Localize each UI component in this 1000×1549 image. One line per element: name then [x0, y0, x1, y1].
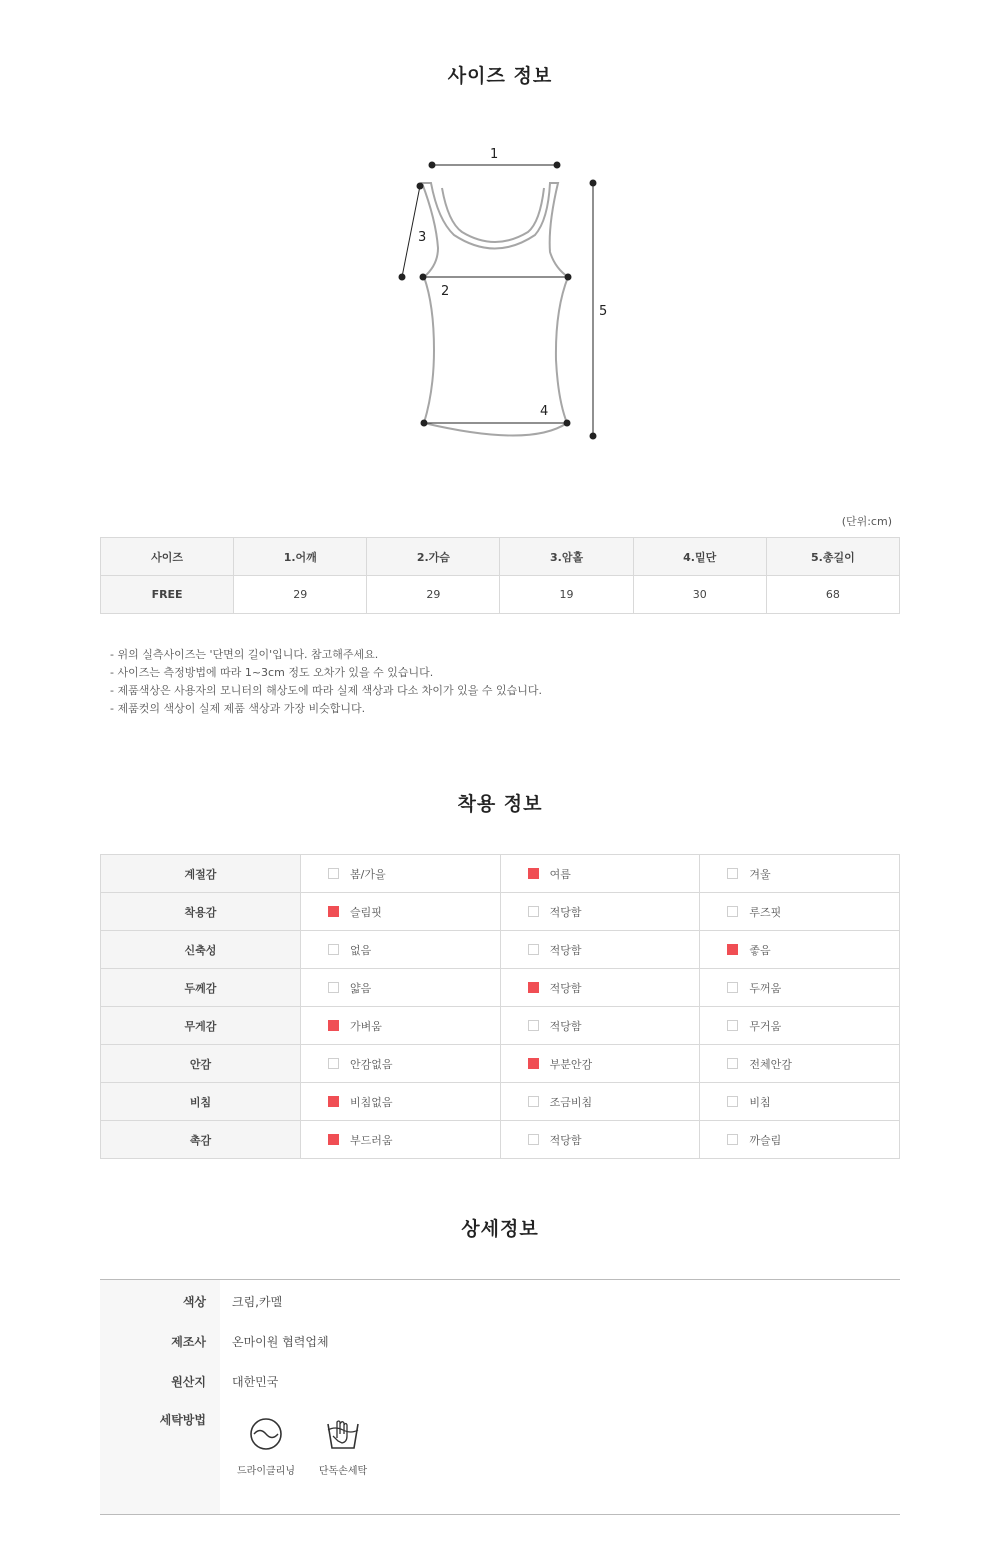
wear-option-label: 루즈핏: [749, 905, 782, 919]
dim-label-hem: 4: [540, 404, 549, 419]
table-row: [101, 893, 900, 931]
size-value-cell: 68: [766, 576, 899, 614]
checked-box-icon: [328, 1134, 339, 1145]
table-row: [101, 1045, 900, 1083]
wear-option: [700, 931, 900, 969]
unchecked-box-icon: [528, 944, 539, 955]
size-notes: [110, 646, 542, 718]
dim-label-shoulder: 1: [490, 147, 499, 162]
wear-option-label: 부드러움: [350, 1133, 393, 1147]
detail-label: 원산지: [171, 1375, 206, 1389]
wear-option-label: 적당함: [549, 1019, 582, 1033]
wear-option-label: 적당함: [549, 981, 582, 995]
wear-option: [700, 855, 900, 893]
size-value-cell: 19: [500, 576, 633, 614]
size-header-cell: 2.가슴: [367, 538, 500, 576]
wear-option: [301, 969, 501, 1007]
dim-label-chest: 2: [441, 284, 450, 299]
wear-option-label: 슬림핏: [350, 905, 382, 919]
detail-label: 제조사: [171, 1335, 206, 1349]
unchecked-box-icon: [727, 906, 738, 917]
wear-option: [700, 1121, 900, 1159]
unchecked-box-icon: [528, 1020, 539, 1031]
wear-option: [500, 893, 700, 931]
wear-category-label: 계절감: [101, 855, 301, 893]
wear-option-label: 얇음: [350, 981, 372, 995]
size-table: [100, 537, 900, 614]
size-value-cell: 29: [367, 576, 500, 614]
detail-label-column: [100, 1280, 220, 1514]
wear-option-label: 없음: [350, 943, 372, 957]
neckline-inner: [442, 188, 544, 242]
wear-option: [500, 855, 700, 893]
garment-outline: [422, 183, 568, 436]
checked-box-icon: [328, 1096, 339, 1107]
table-row: [101, 1007, 900, 1045]
wear-option: [700, 1007, 900, 1045]
wear-option-label: 무거움: [749, 1019, 782, 1033]
detail-info-box: [100, 1279, 900, 1515]
size-value-cell: 29: [234, 576, 367, 614]
table-row: [101, 1083, 900, 1121]
wear-option-label: 좋음: [749, 943, 771, 957]
wear-option: [500, 1007, 700, 1045]
wear-option: [301, 1121, 501, 1159]
unchecked-box-icon: [727, 868, 738, 879]
unchecked-box-icon: [328, 1058, 339, 1069]
size-info-title: 사이즈 정보: [447, 65, 553, 87]
wear-option-label: 적당함: [549, 943, 582, 957]
wear-option-label: 비침없음: [350, 1095, 393, 1109]
wear-option: [301, 1083, 501, 1121]
table-row: [101, 576, 900, 614]
wear-option: [500, 1045, 700, 1083]
wear-option-label: 봄/가을: [350, 867, 386, 881]
detail-label: 색상: [182, 1295, 206, 1309]
wear-info-title: 착용 정보: [457, 793, 543, 815]
dim-label-length: 5: [599, 304, 608, 319]
wear-option-label: 겨울: [749, 867, 771, 881]
wear-option-label: 까슬림: [749, 1133, 782, 1147]
size-value-cell: 30: [633, 576, 766, 614]
wear-category-label: 무게감: [101, 1007, 301, 1045]
unchecked-box-icon: [328, 982, 339, 993]
unchecked-box-icon: [727, 1058, 738, 1069]
wear-category-label: 촉감: [101, 1121, 301, 1159]
wear-option-label: 비침: [749, 1095, 771, 1109]
wear-category-label: 신축성: [101, 931, 301, 969]
unchecked-box-icon: [528, 1096, 539, 1107]
wear-option-label: 적당함: [549, 905, 582, 919]
size-table-header: [101, 538, 900, 576]
checked-box-icon: [528, 982, 539, 993]
detail-value: 대한민국: [232, 1375, 279, 1389]
size-note: - 제품색상은 사용자의 모니터의 해상도에 따라 실제 색상과 다소 차이가 있을 수 있습니다.: [110, 684, 542, 697]
wear-option-label: 가벼움: [350, 1019, 382, 1033]
wear-category-label: 두께감: [101, 969, 301, 1007]
wear-option: [301, 1045, 501, 1083]
wear-option-label: 여름: [549, 867, 571, 881]
wash-label: 단독손세탁: [318, 1466, 368, 1477]
wear-option: [301, 931, 501, 969]
size-diagram: [380, 140, 630, 450]
wear-category-label: 비침: [101, 1083, 301, 1121]
size-note: - 제품컷의 색상이 실제 제품 색상과 가장 비슷합니다.: [110, 702, 366, 715]
unchecked-box-icon: [727, 1020, 738, 1031]
size-header-cell: 3.암홀: [500, 538, 633, 576]
size-name-cell: FREE: [101, 576, 234, 614]
wear-option: [301, 855, 501, 893]
wear-info-table: [100, 854, 900, 1159]
detail-label: 세탁방법: [159, 1413, 206, 1427]
unchecked-box-icon: [328, 868, 339, 879]
table-row: [101, 855, 900, 893]
wear-option-label: 조금비침: [549, 1095, 593, 1109]
checked-box-icon: [528, 1058, 539, 1069]
wash-item-hand-wash: [311, 1416, 375, 1477]
unchecked-box-icon: [528, 1134, 539, 1145]
unchecked-box-icon: [727, 982, 738, 993]
dry-clean-icon: [248, 1416, 284, 1452]
wear-option: [700, 1045, 900, 1083]
unchecked-box-icon: [727, 1134, 738, 1145]
wash-item-dry-clean: [233, 1416, 299, 1477]
wear-option: [301, 893, 501, 931]
size-note: - 위의 실측사이즈는 '단면의 길이'입니다. 참고해주세요.: [110, 648, 379, 661]
hand-wash-icon: [323, 1416, 363, 1452]
wear-option-label: 안감없음: [350, 1057, 393, 1071]
size-header-cell: 5.총길이: [766, 538, 899, 576]
tank-top-diagram: [380, 140, 630, 450]
wear-option: [500, 1121, 700, 1159]
unit-label: (단위:cm): [841, 515, 892, 528]
size-header-cell: 4.밑단: [633, 538, 766, 576]
wear-option: [500, 931, 700, 969]
unchecked-box-icon: [727, 1096, 738, 1107]
wear-option: [700, 893, 900, 931]
checked-box-icon: [727, 944, 738, 955]
wear-category-label: 착용감: [101, 893, 301, 931]
table-row: [101, 969, 900, 1007]
wear-option: [700, 969, 900, 1007]
table-row: [101, 1121, 900, 1159]
size-header-cell: 1.어깨: [234, 538, 367, 576]
detail-value: 온마이원 협력업체: [232, 1335, 329, 1349]
detail-info-title: 상세정보: [461, 1218, 539, 1240]
wear-option-label: 적당함: [549, 1133, 582, 1147]
wash-label: 드라이클리닝: [237, 1466, 295, 1477]
unchecked-box-icon: [328, 944, 339, 955]
wear-option: [700, 1083, 900, 1121]
wear-option-label: 두꺼움: [749, 981, 782, 995]
detail-value: 크림,카멜: [232, 1295, 283, 1309]
table-row: [101, 931, 900, 969]
wear-category-label: 안감: [101, 1045, 301, 1083]
wear-option-label: 전체안감: [749, 1057, 792, 1071]
dim-label-armhole: 3: [418, 230, 427, 245]
wear-option: [500, 1083, 700, 1121]
wear-option: [301, 1007, 501, 1045]
checked-box-icon: [328, 1020, 339, 1031]
size-header-cell: 사이즈: [101, 538, 234, 576]
size-note: - 사이즈는 측정방법에 따라 1~3cm 정도 오차가 있을 수 있습니다.: [110, 666, 434, 679]
wear-option: [500, 969, 700, 1007]
unchecked-box-icon: [528, 906, 539, 917]
checked-box-icon: [328, 906, 339, 917]
checked-box-icon: [528, 868, 539, 879]
wear-option-label: 부분안감: [549, 1057, 593, 1071]
